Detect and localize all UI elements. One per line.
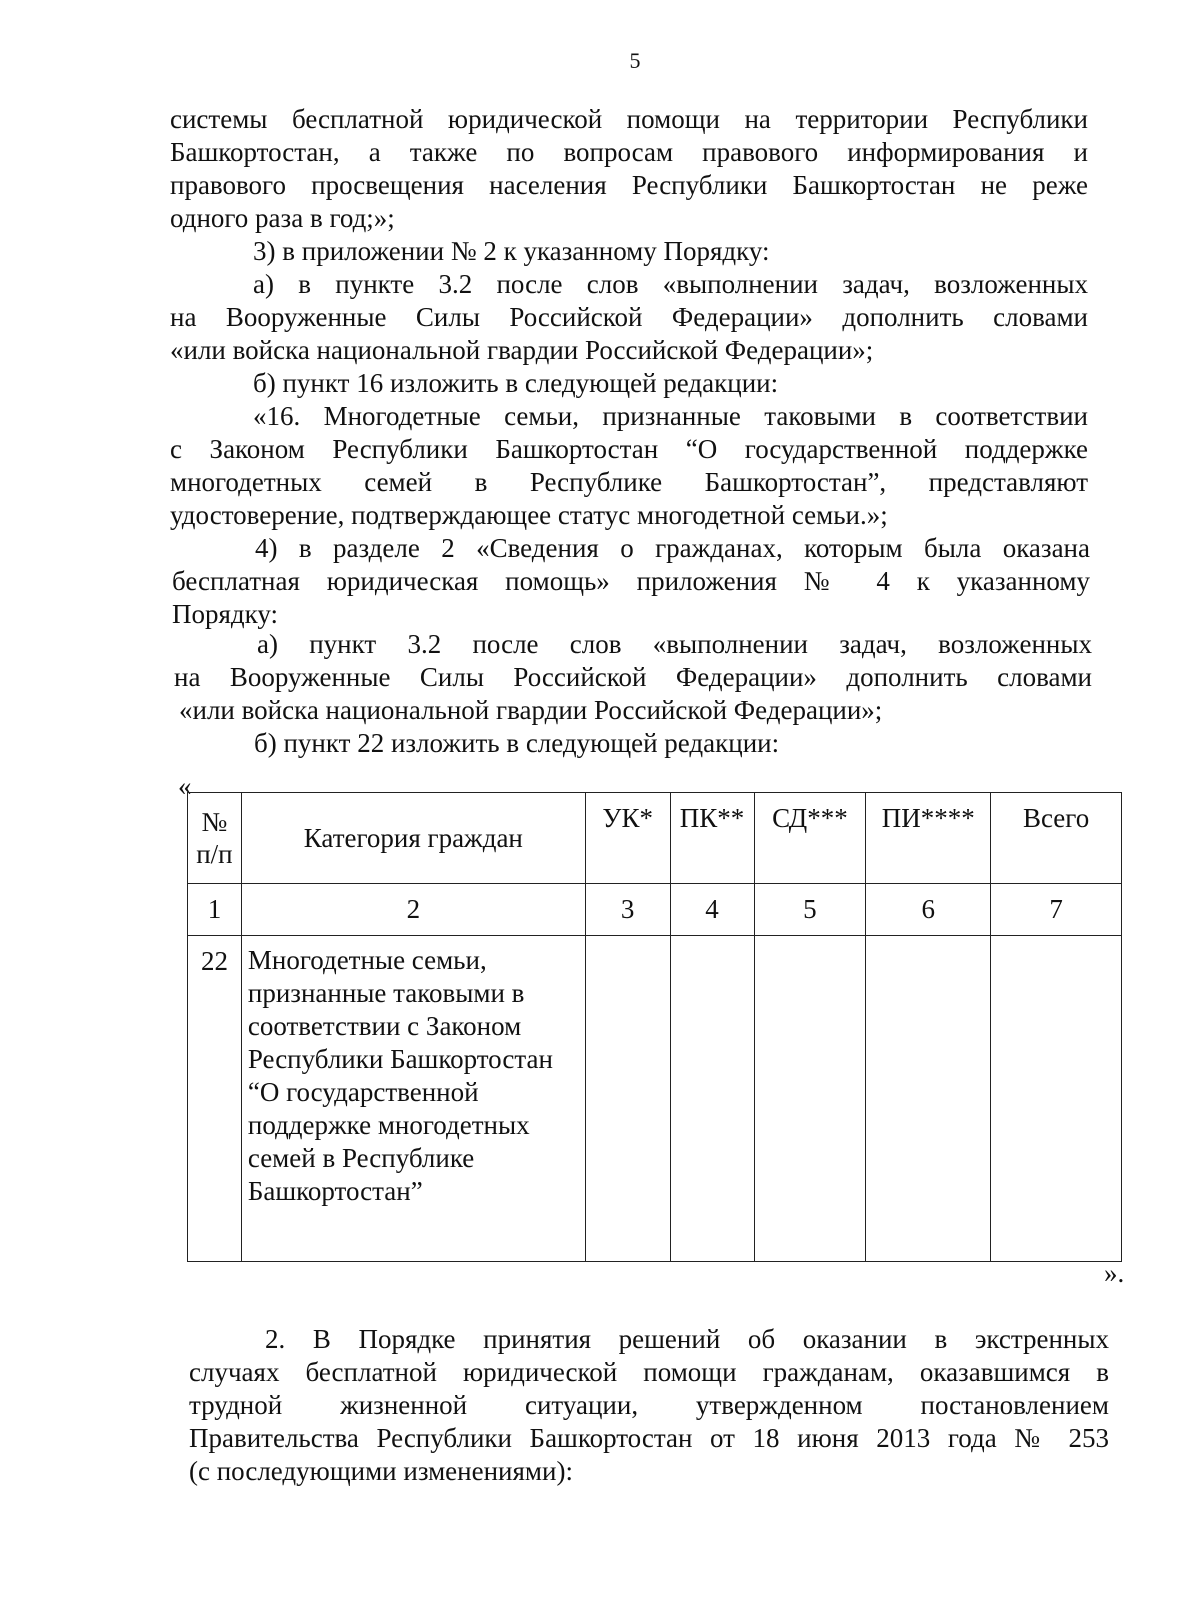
column-number-cell: 5 [754, 884, 866, 936]
text-line: на Вооруженные Силы Российской Федерации» дополнить словами [174, 662, 1092, 692]
category-line: семей в Республике [247, 1143, 475, 1173]
citizens-table [187, 792, 1122, 1262]
text-line: а) пункт 3.2 после слов «выполнении задач, возложенных [257, 629, 1092, 659]
text-line: «или войска национальной гвардии Российской Федерации»; [170, 335, 874, 365]
text-line: Башкортостан, а также по вопросам правового информирования и [170, 137, 1088, 167]
text-line: многодетных семей в Республике Башкортостан”, представляют [170, 467, 1088, 497]
closing-quote: ». [1104, 1258, 1125, 1288]
column-number-cell: 6 [866, 884, 991, 936]
header-cell-pi: ПИ**** [866, 793, 991, 884]
table-row [188, 936, 1122, 1262]
column-number-cell: 2 [241, 884, 585, 936]
item-4 [172, 532, 1090, 631]
empty-cell [670, 936, 754, 1262]
text-line: а) в пункте 3.2 после слов «выполнении задач, возложенных [253, 269, 1088, 299]
text-line: 4) в разделе 2 «Сведения о гражданах, которым была оказана [255, 533, 1090, 563]
text-line: трудной жизненной ситуации, утвержденном постановлением [189, 1390, 1109, 1420]
text-line: (с последующими изменениями): [189, 1456, 573, 1486]
category-line: “О государственной [247, 1077, 479, 1107]
category-line: соответствии с Законом [247, 1011, 522, 1041]
text-line: правового просвещения населения Республики Башкортостан не реже [170, 170, 1088, 200]
table-column-numbers-row [188, 884, 1122, 936]
text-line: на Вооруженные Силы Российской Федерации» дополнить словами [170, 302, 1088, 332]
category-line: признанные таковыми в [247, 978, 525, 1008]
header-cell-category: Категория граждан [241, 793, 585, 884]
page-number: 5 [629, 48, 641, 73]
text-line: удостоверение, подтверждающее статус многодетной семьи.»; [170, 500, 888, 530]
column-number-cell: 4 [670, 884, 754, 936]
header-cell-uk: УК* [585, 793, 670, 884]
empty-cell [585, 936, 670, 1262]
text-line: одного раза в год;»; [170, 203, 395, 233]
column-number-cell: 7 [991, 884, 1122, 936]
category-line: Башкортостан” [247, 1176, 423, 1206]
empty-cell [866, 936, 991, 1262]
category-line: Республики Башкортостан [247, 1044, 553, 1074]
empty-cell [991, 936, 1122, 1262]
row-number-cell: 22 [188, 936, 242, 1262]
text-line: бесплатная юридическая помощь» приложения № 4 к указанному [172, 566, 1090, 596]
item-3b-intro: б) пункт 16 изложить в следующей редакции: [253, 368, 779, 398]
empty-cell [754, 936, 866, 1262]
column-number-cell: 3 [585, 884, 670, 936]
text-line: с Законом Республики Башкортостан “О государственной поддержке [170, 434, 1088, 464]
text-line: 2. В Порядке принятия решений об оказании в экстренных [265, 1324, 1109, 1354]
column-number-cell: 1 [188, 884, 242, 936]
table-header-row [188, 793, 1122, 884]
header-cell-sd: СД*** [754, 793, 866, 884]
item-4b-intro: б) пункт 22 изложить в следующей редакции: [254, 728, 780, 758]
item-3-intro: 3) в приложении № 2 к указанному Порядку: [253, 236, 770, 266]
opening-quote: « [178, 771, 192, 801]
category-line: поддержке многодетных [247, 1110, 530, 1140]
section-2 [189, 1323, 1109, 1488]
text-line: «или войска национальной гвардии Российской Федерации»; [179, 695, 883, 725]
text-line: случаях бесплатной юридической помощи гражданам, оказавшимся в [189, 1357, 1109, 1387]
header-cell-pk: ПК** [670, 793, 754, 884]
paragraph-continuation [170, 103, 1088, 235]
item-3a [170, 268, 1088, 367]
category-line: Многодетные семьи, [247, 945, 487, 975]
item-4a [174, 628, 1092, 727]
header-cell-total: Всего [991, 793, 1122, 884]
header-cell-number: № п/п [188, 793, 242, 884]
item-3b-text [170, 400, 1088, 532]
text-line: «16. Многодетные семьи, признанные таковыми в соответствии [253, 401, 1088, 431]
row-category-cell [241, 936, 585, 1262]
text-line: Порядку: [172, 599, 279, 629]
text-line: Правительства Республики Башкортостан от 18 июня 2013 года № 253 [189, 1423, 1109, 1453]
text-line: системы бесплатной юридической помощи на территории Республики [170, 104, 1088, 134]
